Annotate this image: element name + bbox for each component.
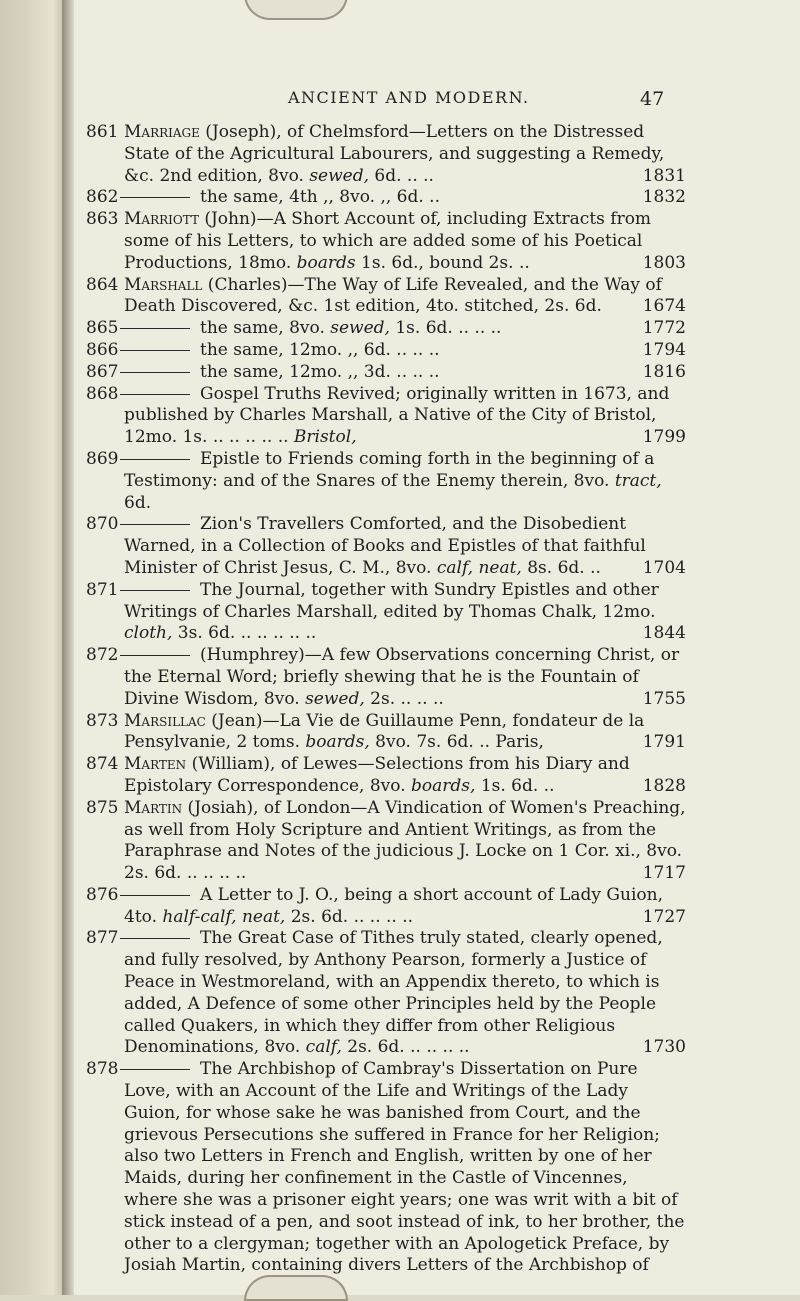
entry-date: 1727	[642, 906, 686, 927]
entry-text: the same, 12mo. ,, 6d. .. .. ..	[200, 339, 440, 360]
entry-binding-style: boards,	[305, 732, 370, 753]
entry-text: A Letter to J. O., being a short account of Lady Guion, 4to.	[124, 884, 663, 927]
entry-date: 1828	[642, 775, 686, 796]
entry-number: 865	[86, 318, 119, 339]
ditto-rule	[120, 372, 190, 373]
entry-date: 1791	[642, 732, 686, 753]
entry-price: 8s. 6d. ..	[521, 557, 601, 578]
catalogue-entry	[86, 362, 686, 384]
entry-number: 878	[86, 1059, 119, 1080]
entry-price: 2s. .. .. ..	[364, 688, 444, 709]
entry-text: Zion's Travellers Comforted, and the Disobedient Warned, in a Collection of Books and Epistles of that faithful Minister of Christ Jesus, C. M., 8vo.	[124, 514, 646, 578]
entry-date: 1803	[642, 252, 686, 273]
entry-number: 867	[86, 361, 119, 382]
running-head: ANCIENT AND MODERN.	[288, 88, 530, 107]
entry-author: Marshall	[124, 274, 203, 295]
entry-text: (William), of Lewes—Selections from his Diary and Epistolary Correspondence, 8vo.	[124, 754, 630, 796]
catalogue-entry	[86, 885, 686, 929]
entry-date: 1730	[642, 1037, 686, 1058]
ditto-rule	[120, 895, 190, 896]
ditto-rule	[120, 394, 190, 395]
binding-clip-bottom	[244, 1275, 348, 1301]
entry-price: 6d. .. ..	[369, 165, 434, 186]
catalogue-entry	[86, 711, 686, 755]
entry-number: 862	[86, 187, 119, 208]
entry-author: Marsillac	[124, 710, 206, 731]
entry-text: (John)—A Short Account of, including Extracts from some of his Letters, to which are added some of his Poetical Productions, 18mo.	[124, 209, 652, 273]
entry-date: 1832	[642, 187, 686, 208]
page-number: 47	[640, 88, 665, 110]
entry-date: 1772	[642, 318, 686, 339]
entry-number: 871	[86, 579, 119, 600]
catalogue-entry	[86, 645, 686, 710]
ditto-rule	[120, 655, 190, 656]
entry-price: 1s. 6d. .. .. ..	[389, 318, 502, 339]
previous-page-edge	[0, 0, 70, 1295]
ditto-rule	[120, 524, 190, 525]
entry-author: Martin	[124, 797, 183, 818]
catalogue-entry	[86, 514, 686, 579]
entry-number: 866	[86, 339, 119, 360]
entry-number: 874	[86, 754, 119, 775]
entry-date: 1704	[642, 557, 686, 578]
entry-author: Marriage	[124, 122, 200, 142]
entry-number: 868	[86, 383, 119, 404]
entry-price: 8vo. 7s. 6d. .. Paris,	[369, 732, 544, 753]
entry-text: the same, 12mo. ,, 3d. .. .. ..	[200, 361, 440, 382]
entry-date: 1755	[642, 688, 686, 709]
entry-number: 873	[86, 710, 119, 731]
catalogue-entry	[86, 275, 686, 319]
catalogue-entry	[86, 340, 686, 362]
entry-price: 1s. 6d., bound 2s. ..	[355, 252, 530, 273]
catalogue-entry	[86, 928, 686, 1059]
catalogue-entry	[86, 318, 686, 340]
ditto-rule	[120, 328, 190, 329]
entry-binding-style: boards	[296, 252, 356, 273]
catalogue-entries	[86, 122, 686, 1277]
entry-number: 864	[86, 274, 119, 295]
entry-text: (Charles)—The Way of Life Revealed, and the Way of Death Discovered, &c. 1st edition, 4to. stitched, 2s. 6d.	[124, 274, 662, 317]
ditto-rule	[120, 1069, 190, 1070]
entry-binding-style: boards,	[411, 775, 476, 796]
entry-text: The Great Case of Tithes truly stated, clearly opened, and fully resolved, by Anthony Pearson, formerly a Justice of Peace in Westmoreland, with an Appendix thereto, to which is added, A Defence of some other Principles held by the People called Quakers, in which they differ from other Religious Denominations, 8vo.	[124, 928, 663, 1058]
entry-number: 872	[86, 645, 119, 666]
entry-number: 876	[86, 884, 119, 905]
catalogue-entry	[86, 122, 686, 187]
entry-text: the same, 8vo.	[200, 318, 331, 339]
catalogue-entry	[86, 187, 686, 209]
entry-text: The Archbishop of Cambray's Dissertation on Pure Love, with an Account of the Life and Writings of the Lady Guion, for whose sake he was banished from Court, and the grievous Persecutions she suffered in France for her Religion; also two Letters in French and English, written by one of her Maids, during her confinement in the Castle of Vincennes, where she was a prisoner eight years; one was writ with a bit of stick instead of a pen, and soot instead of ink, to her brother, the other to a clergyman; together with an Apologetick Preface, by Josiah Martin, containing divers Letters of the Archbishop of	[124, 1059, 685, 1276]
entry-date: 1816	[642, 361, 686, 382]
catalogue-entry	[86, 1059, 686, 1277]
entry-author: Marriott	[124, 209, 199, 230]
entry-binding-style: sewed,	[309, 165, 370, 186]
entry-text: Gospel Truths Revived; originally written in 1673, and published by Charles Marshall, a Native of the City of Bristol, 12mo. 1s. .. .. .. .. ..	[124, 383, 670, 448]
entry-number: 877	[86, 928, 119, 949]
ditto-rule	[120, 590, 190, 591]
entry-date: 1831	[642, 165, 686, 186]
entry-price: 2s. 6d. .. .. .. ..	[285, 906, 414, 927]
entry-number: 861	[86, 122, 119, 142]
ditto-rule	[120, 350, 190, 351]
catalogue-entry	[86, 449, 686, 514]
entry-number: 870	[86, 514, 119, 535]
catalogue-entry	[86, 798, 686, 885]
entry-binding-style: sewed,	[305, 688, 365, 709]
entry-price: 6d.	[124, 492, 152, 513]
catalogue-entry	[86, 754, 686, 798]
entry-text: (Joseph), of Chelmsford—Letters on the Distressed State of the Agricultural Labourers, and suggesting a Remedy, &c. 2nd edition, 8vo.	[124, 122, 665, 186]
entry-text: the same, 4th ,, 8vo. ,, 6d. ..	[200, 187, 440, 208]
ditto-rule	[120, 459, 190, 460]
entry-binding-style: tract,	[614, 470, 662, 491]
catalogue-entry	[86, 384, 686, 449]
ditto-rule	[120, 197, 190, 198]
entry-price: 3s. 6d. .. .. .. .. ..	[172, 623, 317, 644]
entry-price: 1s. 6d. ..	[475, 775, 555, 796]
entry-date: 1794	[642, 339, 686, 360]
entry-author: Marten	[124, 754, 187, 775]
catalogue-entry	[86, 580, 686, 645]
entry-binding-style: sewed,	[330, 318, 390, 339]
catalogue-entry	[86, 209, 686, 274]
entry-text: Epistle to Friends coming forth in the beginning of a Testimony: and of the Snares of the Enemy therein, 8vo.	[124, 448, 655, 491]
entry-number: 875	[86, 797, 119, 818]
entry-binding-style: Bristol,	[293, 427, 357, 448]
entry-text: The Journal, together with Sundry Epistles and other Writings of Charles Marshall, edited by Thomas Chalk, 12mo.	[124, 579, 659, 622]
entry-binding-style: half-calf, neat,	[162, 906, 286, 927]
entry-date: 1674	[642, 296, 686, 317]
entry-date: 1717	[642, 863, 686, 884]
entry-number: 869	[86, 448, 119, 469]
binding-clip-top	[244, 0, 348, 20]
ditto-rule	[120, 938, 190, 939]
entry-text: (Humphrey)—A few Observations concerning Christ, or the Eternal Word; briefly shewing that he is the Fountain of Divine Wisdom, 8vo.	[124, 645, 680, 709]
entry-binding-style: calf, neat,	[436, 557, 522, 578]
entry-date: 1844	[642, 623, 686, 644]
entry-price: 2s. 6d. .. .. .. ..	[341, 1037, 470, 1058]
entry-date: 1799	[642, 427, 686, 448]
entry-binding-style: calf,	[305, 1037, 342, 1058]
entry-binding-style: cloth,	[124, 623, 173, 644]
entry-text: (Josiah), of London—A Vindication of Women's Preaching, as well from Holy Scripture and Antient Writings, as from the Paraphrase and Notes of the judicious J. Locke on 1 Cor. xi., 8vo. 2s. 6d. .. .. .. ..	[124, 797, 686, 884]
entry-number: 863	[86, 209, 119, 230]
entry-text: (Jean)—La Vie de Guillaume Penn, fondateur de la Pensylvanie, 2 toms.	[124, 710, 645, 753]
